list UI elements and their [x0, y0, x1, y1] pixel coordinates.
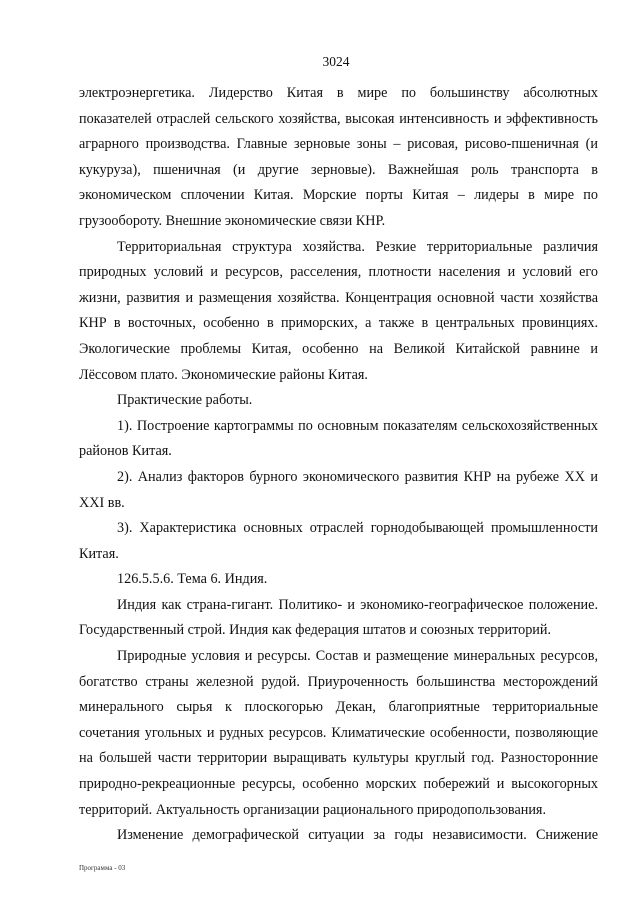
paragraph: Индия как страна-гигант. Политико- и экономико-географическое положение. Государственный строй. Индия как федерация штатов и союзных территорий. — [79, 596, 598, 639]
paragraph: 2). Анализ факторов бурного экономического развития КНР на рубеже XX и XXI вв. — [79, 468, 598, 511]
paragraph: 1). Построение картограммы по основным показателям сельскохозяйственных районов Китая. — [79, 417, 598, 460]
section-heading: 126.5.5.6. Тема 6. Индия. — [117, 571, 268, 588]
paragraph: Территориальная структура хозяйства. Резкие территориальные различия природных условий и ресурсов, расселения, плотности населения и условий его жизни, развития и размещения хозяйства. Концентрация основной части хозяйства КНР в восточных, особенно в приморских, а также в центральных провинциях. Экологические проблемы Китая, особенно на Великой Китайской равнине и Лёссовом плато. Экономические районы Китая. — [79, 238, 598, 383]
paragraph: Природные условия и ресурсы. Состав и размещение минеральных ресурсов, богатство страны железной рудой. Приуроченность большинства месторождений минерального сырья к плоскогорью Декан, благоприятные территориальные сочетания угольных и рудных ресурсов. Климатические особенности, позволяющие на большей части территории выращивать культуры круглый год. Разносторонние природно-рекреационные ресурсы, особенно морских побережий и высокогорных территорий. Актуальность организации рационального природопользования. — [79, 648, 598, 818]
paragraph: 3). Характеристика основных отраслей горнодобывающей промышленности Китая. — [79, 520, 598, 562]
footer-label: Программа - 03 — [79, 864, 126, 872]
body-text — [79, 81, 598, 849]
paragraph: Изменение демографической ситуации за годы независимости. Снижение — [117, 827, 598, 844]
paragraph: электроэнергетика. Лидерство Китая в мире по большинству абсолютных показателей отраслей сельского хозяйства, высокая интенсивность и эффективность аграрного производства. Главные зерновые зоны – рисовая, рисово-пшеничная (и кукуруза), пшеничная (и другие зерновые). Важнейшая роль транспорта в экономическом сплочении Китая. Морские порты Китая – лидеры в мире по грузообороту. Внешние экономические связи КНР. — [79, 85, 598, 229]
paragraph: Практические работы. — [117, 392, 253, 409]
page-number: 3024 — [322, 54, 350, 69]
